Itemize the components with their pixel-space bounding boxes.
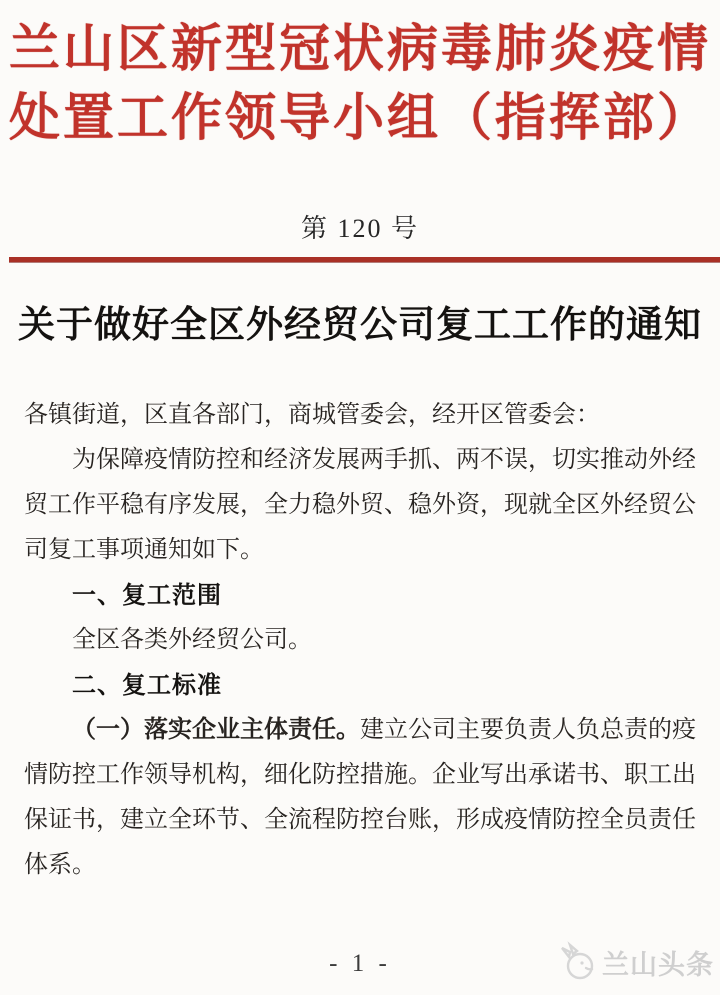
watermark-badge: [555, 941, 714, 983]
section-2-item-1: [24, 708, 696, 888]
watermark-label: 兰山头条: [602, 949, 714, 980]
red-divider-rule: [9, 257, 720, 262]
item-1-body: 建立公司主要负责人负总责的疫情防控工作领导机构，细化防控措施。企业写出承诺书、职工出保证书，建立全环节、全流程防控台账，形成疫情防控全员责任体系。: [24, 717, 696, 878]
salutation-line: 各镇街道，区直各部门，商城管委会，经开区管委会：: [24, 402, 600, 428]
page-number: - 1 -: [329, 950, 391, 977]
section-1-heading: 一、复工范围: [72, 582, 222, 609]
document-number: 第 120 号: [300, 214, 419, 243]
page-title: 关于做好全区外经贸公司复工工作的通知: [18, 305, 702, 346]
section-2-heading: 二、复工标准: [72, 672, 222, 699]
mascot-logo-icon: [555, 941, 597, 983]
issuing-org-title: [0, 16, 720, 154]
org-title-line1: 兰山区新型冠状病毒肺炎疫情: [8, 22, 711, 78]
section-1-body: 全区各类外经贸公司。: [72, 627, 312, 653]
document-body: [24, 393, 696, 888]
org-title-line2: 处置工作领导小组（指挥部）: [8, 91, 711, 147]
item-1-lead: （一）落实企业主体责任。: [72, 717, 360, 743]
intro-paragraph: 为保障疫情防控和经济发展两手抓、两不误，切实推动外经贸工作平稳有序发展，全力稳外贸、稳外资，现就全区外经贸公司复工事项通知如下。: [24, 447, 696, 563]
